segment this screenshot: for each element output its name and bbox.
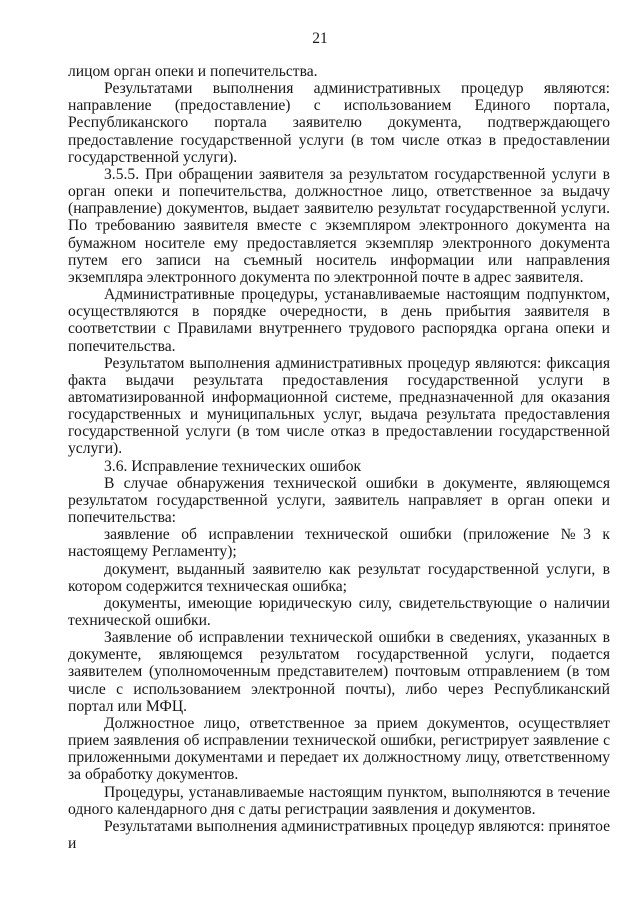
paragraph-results-final: Результатами выполнения административных процедур являются: принятое и (68, 817, 611, 853)
paragraph-result-fixation: Результатом выполнения административных процедур являются: фиксация факта выдачи результата предоставления государственной услуги в автоматизированной информационной системе, предназначенной для оказания государственных и муниципальных услуг, выдача результата предоставления государственной услуги (в том числе отказ в предоставлении государственной услуги). (68, 354, 610, 458)
paragraph-procedures-order: Административные процедуры, устанавливаемые настоящим подпунктом, осуществляются в порядке очередности, в день прибытия заявителя в соответствии с Правилами внутреннего трудового распорядка органа опеки и попечительства. (68, 286, 610, 355)
paragraph-error-detection: В случае обнаружения технической ошибки в документе, являющемся результатом государственной услуги, заявитель направляет в орган опеки и попечительства: (68, 474, 610, 527)
paragraph-submission: Заявление об исправлении технической ошибки в сведениях, указанных в документе, являющемся результатом государственной услуги, подается заявителем (уполномоченным представителем) почтовым отправлением (в том числе с использованием электронной почты), либо через Республиканский портал или МФЦ. (68, 629, 610, 715)
list-item-issued-document: документ, выданный заявителю как результат государственной услуги, в котором содержится техническая ошибка; (68, 560, 610, 595)
paragraph-official-reception: Должностное лицо, ответственное за прием документов, осуществляет прием заявления об исправлении технической ошибки, регистрирует заявление с приложенными документами и передает их должностному лицу, ответственному за обработку документов. (68, 714, 610, 784)
paragraph-procedure-term: Процедуры, устанавливаемые настоящим пунктом, выполняются в течение одного календарного дня с даты регистрации заявления и документов. (68, 783, 610, 818)
page-number: 21 (312, 30, 328, 47)
document-body (68, 63, 610, 852)
list-item-application: заявление об исправлении технической ошибки (приложение №3 к настоящему Регламенту); (68, 526, 610, 561)
section-heading-3-6: 3.6. Исправление технических ошибок (104, 457, 362, 475)
paragraph-3-5-5: 3.5.5. При обращении заявителя за результатом государственной услуги в орган опеки и попечительства, должностное лицо, ответственное за выдачу (направление) документов, выдает заявителю результат государственной услуги. По требованию заявителя вместе с экземпляром электронного документа на бумажном носителе ему предоставляется экземпляр электронного документа путем его записи на съемный носитель информации или направления экземпляра электронного документа по электронной почте в адрес заявителя. (68, 165, 610, 286)
paragraph-continuation: лицом орган опеки и попечительства. (68, 63, 318, 80)
list-item-legal-documents: документы, имеющие юридическую силу, свидетельствующие о наличии технической ошибки. (68, 594, 610, 629)
paragraph-results-direction: Результатами выполнения административных процедур являются: направление (предоставление) с использованием Единого портала, Республиканского портала заявителю документа, подтверждающего предоставление государственной услуги (в том числе отказ в предоставлении государственной услуги). (68, 80, 610, 166)
